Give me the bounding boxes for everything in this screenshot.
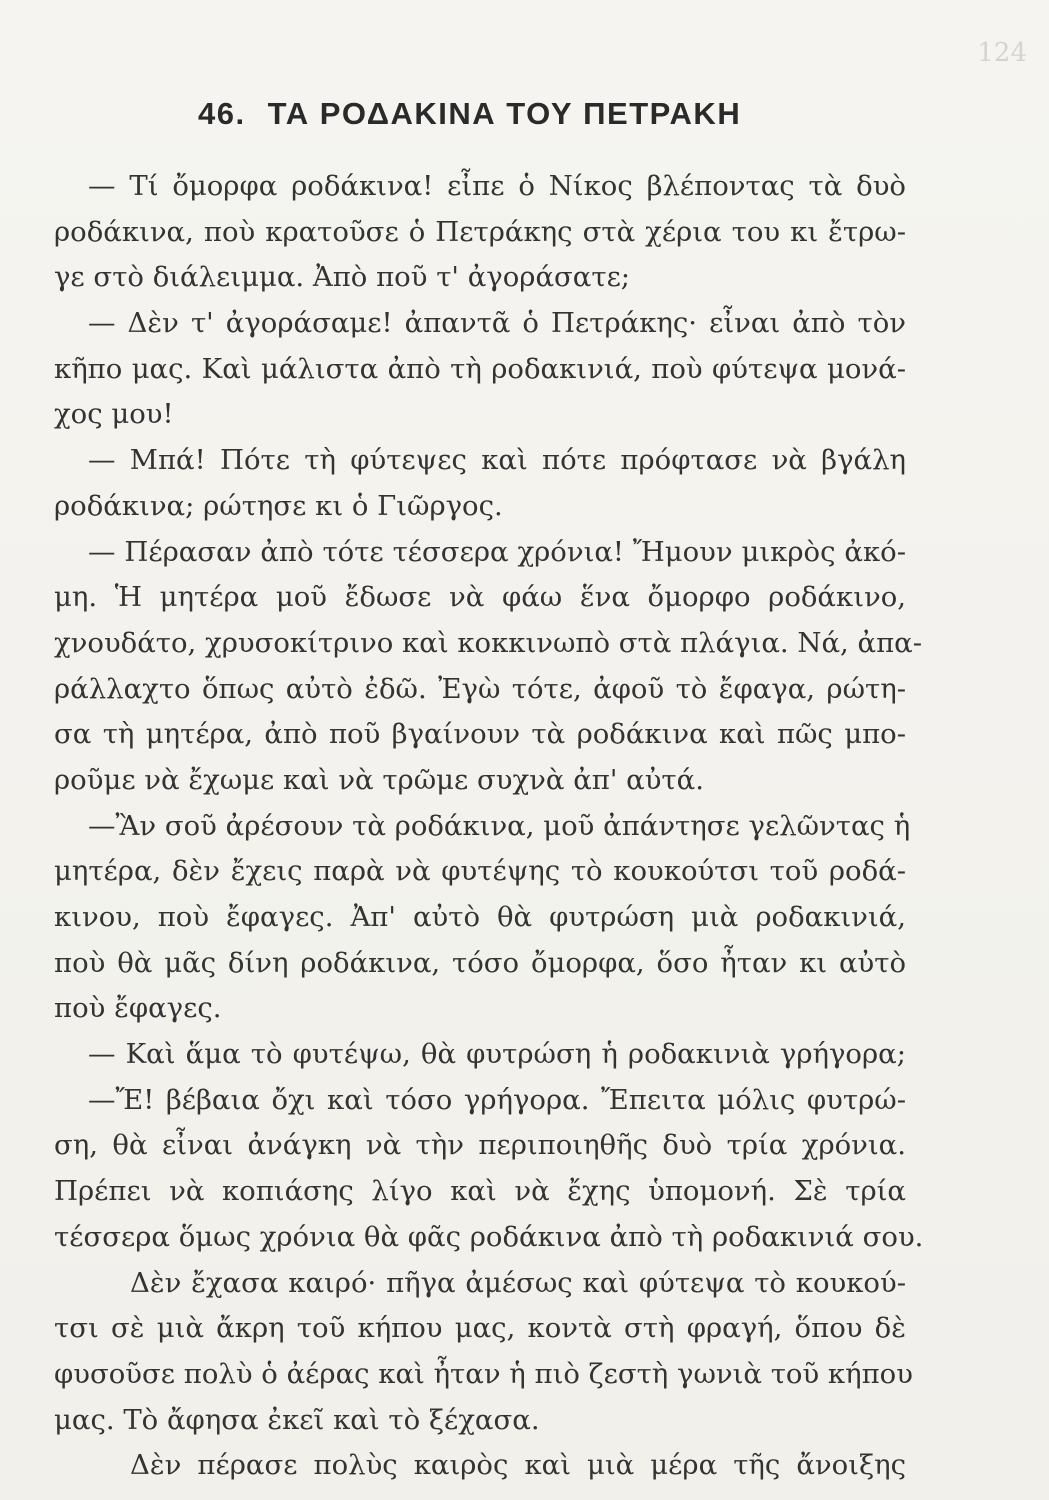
text-line: γε στὸ διάλειμμα. Ἀπὸ ποῦ τ' ἀγοράσατε; — [54, 261, 631, 294]
text-line: —Ἔ! βέβαια ὄχι καὶ τόσο γρήγορα. Ἔπειτα μόλις φυτρώ- — [88, 1083, 906, 1116]
text-line: Δὲν πέρασε πολὺς καιρὸς καὶ μιὰ μέρα τῆς ἄνοιξης — [130, 1449, 906, 1482]
text-line: μη. Ἡ μητέρα μοῦ ἔδωσε νὰ φάω ἕνα ὄμορφο ροδάκινο, — [54, 581, 906, 614]
text-line: — Καὶ ἅμα τὸ φυτέψω, θὰ φυτρώση ἡ ροδακινιὰ γρήγορα; — [88, 1038, 906, 1071]
text-line: ροῦμε νὰ ἔχωμε καὶ νὰ τρῶμε συχνὰ ἀπ' αὐτά. — [54, 763, 704, 796]
text-line: — Πέρασαν ἀπὸ τότε τέσσερα χρόνια! Ἤμουν μικρὸς ἀκό- — [88, 535, 906, 568]
text-line: μητέρα, δὲν ἔχεις παρὰ νὰ φυτέψης τὸ κουκούτσι τοῦ ροδά- — [54, 855, 906, 888]
text-line: ροδάκινα; ρώτησε κι ὁ Γιῶργος. — [54, 489, 503, 522]
text-line: κινου, ποὺ ἔφαγες. Ἀπ' αὐτὸ θὰ φυτρώση μιὰ ροδακινιά, — [54, 901, 906, 933]
text-line: Δὲν ἔχασα καιρό· πῆγα ἀμέσως καὶ φύτεψα τὸ κουκού- — [130, 1266, 906, 1299]
text-line: Πρέπει νὰ κοπιάσης λίγο καὶ νὰ ἔχης ὑπομονή. Σὲ τρία — [54, 1175, 906, 1208]
text-line: ροδάκινα, ποὺ κρατοῦσε ὁ Πετράκης στὰ χέρια του κι ἔτρω- — [54, 215, 906, 248]
text-line: μας. Τὸ ἄφησα ἐκεῖ καὶ τὸ ξέχασα. — [54, 1403, 540, 1436]
chapter-title-text: ΤΑ ΡΟΔΑΚΙΝΑ ΤΟΥ ΠΕΤΡΑΚΗ — [267, 96, 742, 131]
text-line: σα τὴ μητέρα, ἀπὸ ποῦ βγαίνουν τὰ ροδάκινα καὶ πῶς μπο- — [54, 718, 906, 751]
text-line: ποὺ ἔφαγες. — [54, 992, 222, 1025]
text-line: — Τί ὄμορφα ροδάκινα! εἶπε ὁ Νίκος βλέποντας τὰ δυὸ — [88, 170, 906, 202]
text-line: —Ἂν σοῦ ἀρέσουν τὰ ροδάκινα, μοῦ ἀπάντησε γελῶντας ἡ — [88, 809, 911, 842]
text-line: ση, θὰ εἶναι ἀνάγκη νὰ τὴν περιποιηθῆς δυὸ τρία χρόνια. — [54, 1129, 906, 1162]
text-line: χος μου! — [54, 398, 174, 431]
text-line: χνουδάτο, χρυσοκίτρινο καὶ κοκκινωπὸ στὰ πλάγια. Νά, ἀπα- — [54, 626, 923, 659]
page-number: 124 — [977, 38, 1027, 68]
text-line: — Δὲν τ' ἀγοράσαμε! ἀπαντᾶ ὁ Πετράκης· εἶναι ἀπὸ τὸν — [88, 307, 906, 340]
text-line: ποὺ θὰ μᾶς δίνη ροδάκινα, τόσο ὄμορφα, ὅσο ἦταν κι αὐτὸ — [54, 946, 906, 979]
text-line: τσι σὲ μιὰ ἄκρη τοῦ κήπου μας, κοντὰ στὴ φραγή, ὅπου δὲ — [54, 1312, 906, 1345]
text-line: τέσσερα ὅμως χρόνια θὰ φᾶς ροδάκινα ἀπὸ τὴ ροδακινιά σου. — [54, 1220, 924, 1253]
text-line: φυσοῦσε πολὺ ὁ ἀέρας καὶ ἦταν ἡ πιὸ ζεστὴ γωνιὰ τοῦ κήπου — [54, 1357, 913, 1390]
text-line: ράλλαχτο ὅπως αὐτὸ ἐδῶ. Ἐγὼ τότε, ἀφοῦ τὸ ἔφαγα, ρώτη- — [54, 672, 906, 705]
body-text — [54, 164, 924, 1489]
text-line: — Μπά! Πότε τὴ φύτεψες καὶ πότε πρόφτασε νὰ βγάλη — [88, 444, 906, 477]
chapter-title — [198, 96, 741, 132]
text-line: κῆπο μας. Καὶ μάλιστα ἀπὸ τὴ ροδακινιά, ποὺ φύτεψα μονά- — [54, 352, 906, 385]
chapter-number: 46. — [198, 96, 246, 131]
